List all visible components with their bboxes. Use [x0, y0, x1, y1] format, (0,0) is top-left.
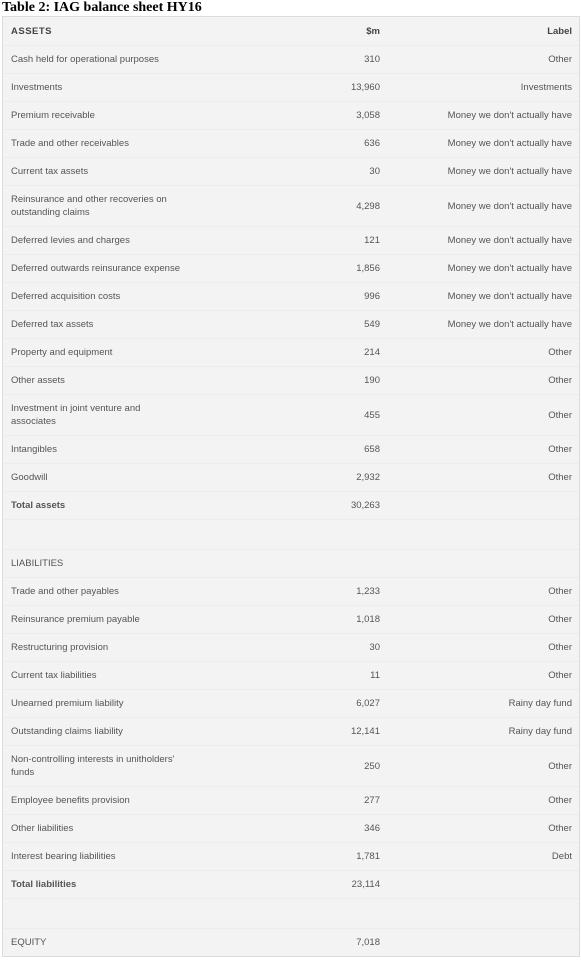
total-liabilities-label: Total liabilities — [11, 879, 77, 890]
table-row — [3, 689, 579, 717]
row-value: 277 — [364, 795, 380, 806]
row-item: Deferred levies and charges — [11, 235, 130, 246]
row-value: 11 — [370, 670, 380, 681]
row-label: Debt — [551, 851, 572, 862]
row-value: 214 — [364, 347, 380, 358]
table-title: Table 2: IAG balance sheet HY16 — [2, 0, 202, 15]
row-label: Money we don't actually have — [447, 166, 572, 177]
row-label: Money we don't actually have — [447, 110, 572, 121]
row-item: Employee benefits provision — [11, 795, 130, 806]
row-label: Other — [548, 614, 572, 625]
row-value: 636 — [364, 138, 380, 149]
spacer-row — [3, 519, 579, 549]
table-row — [3, 394, 579, 435]
row-item: Property and equipment — [11, 347, 113, 358]
liabilities-heading-row — [3, 549, 579, 577]
table-row — [3, 463, 579, 491]
table-row — [3, 310, 579, 338]
row-label: Rainy day fund — [508, 726, 572, 737]
row-label: Rainy day fund — [508, 698, 572, 709]
row-item: Investment in joint venture and associates — [11, 403, 141, 427]
row-label: Money we don't actually have — [447, 138, 572, 149]
table-row — [3, 366, 579, 394]
table-row — [3, 101, 579, 129]
row-value: 658 — [364, 444, 380, 455]
row-item: Non-controlling interests in unitholders' funds — [11, 754, 175, 778]
row-value: 6,027 — [356, 698, 380, 709]
table-row — [3, 633, 579, 661]
row-value: 455 — [364, 409, 380, 421]
total-liabilities-value: 23,114 — [351, 879, 380, 890]
total-assets-label: Total assets — [11, 500, 66, 511]
row-item: Goodwill — [11, 472, 48, 483]
total-liabilities-row — [3, 870, 579, 898]
row-item: Interest bearing liabilities — [11, 851, 116, 862]
row-item: Other liabilities — [11, 823, 74, 834]
table-row — [3, 338, 579, 366]
row-item: Deferred outwards reinsurance expense — [11, 263, 180, 274]
row-value: 1,781 — [356, 851, 380, 862]
row-value: 3,058 — [356, 110, 380, 121]
row-label: Other — [548, 642, 572, 653]
row-item: Unearned premium liability — [11, 698, 124, 709]
row-label: Other — [548, 586, 572, 597]
row-value: 13,960 — [350, 82, 380, 93]
row-value: 1,856 — [356, 263, 380, 274]
assets-section — [3, 45, 579, 519]
row-value: 549 — [364, 319, 380, 330]
row-label: Money we don't actually have — [447, 235, 572, 246]
row-label: Money we don't actually have — [447, 263, 572, 274]
liabilities-section — [3, 549, 579, 898]
total-assets-value: 30,263 — [350, 500, 380, 511]
table-row — [3, 282, 579, 310]
row-item: Intangibles — [11, 444, 57, 455]
row-value: 346 — [364, 823, 380, 834]
table-row — [3, 185, 579, 226]
header-amount: $m — [366, 25, 380, 37]
row-item: Cash held for operational purposes — [11, 54, 159, 65]
row-item: Outstanding claims liability — [11, 726, 123, 737]
table-row — [3, 745, 579, 786]
row-item: Trade and other payables — [11, 586, 119, 597]
row-label: Other — [548, 409, 572, 421]
row-value: 1,233 — [356, 586, 380, 597]
header-label: Label — [547, 25, 572, 37]
row-label: Other — [548, 670, 572, 681]
table-row — [3, 45, 579, 73]
row-label: Other — [548, 472, 572, 483]
row-label: Other — [548, 760, 572, 772]
row-value: 4,298 — [356, 200, 380, 212]
row-value: 12,141 — [350, 726, 380, 737]
row-item: Current tax assets — [11, 166, 89, 177]
balance-sheet-table — [2, 16, 580, 957]
spacer-row — [3, 898, 579, 928]
row-label: Other — [548, 444, 572, 455]
row-item: Trade and other receivables — [11, 138, 129, 149]
row-item: Deferred tax assets — [11, 319, 94, 330]
liabilities-heading: LIABILITIES — [11, 558, 64, 569]
row-value: 310 — [364, 54, 380, 65]
table-row — [3, 129, 579, 157]
table-row — [3, 717, 579, 745]
row-value: 996 — [364, 291, 380, 302]
row-item: Other assets — [11, 375, 65, 386]
table-header-row — [3, 17, 579, 45]
table-row — [3, 605, 579, 633]
table-row — [3, 842, 579, 870]
table-row — [3, 786, 579, 814]
row-item: Reinsurance premium payable — [11, 614, 140, 625]
row-label: Other — [548, 347, 572, 358]
row-label: Investments — [520, 82, 572, 93]
row-value: 30 — [369, 166, 380, 177]
table-row — [3, 254, 579, 282]
row-item: Premium receivable — [11, 110, 95, 121]
row-item: Current tax liabilities — [11, 670, 97, 681]
row-value: 190 — [364, 375, 380, 386]
row-item: Deferred acquisition costs — [11, 291, 121, 302]
row-item: Restructuring provision — [11, 642, 109, 653]
row-label: Money we don't actually have — [447, 200, 572, 212]
row-value: 1,018 — [356, 614, 380, 625]
row-label: Money we don't actually have — [447, 291, 572, 302]
row-label: Money we don't actually have — [447, 319, 572, 330]
row-value: 250 — [364, 760, 380, 772]
equity-label: EQUITY — [11, 937, 47, 948]
row-value: 30 — [369, 642, 380, 653]
row-item: Investments — [11, 82, 63, 93]
equity-row — [3, 928, 579, 956]
header-assets: ASSETS — [11, 25, 53, 37]
row-label: Other — [548, 54, 572, 65]
table-row — [3, 157, 579, 185]
table-row — [3, 577, 579, 605]
table-row — [3, 661, 579, 689]
table-row — [3, 814, 579, 842]
table-row — [3, 226, 579, 254]
row-value: 2,932 — [356, 472, 380, 483]
table-row — [3, 73, 579, 101]
total-assets-row — [3, 491, 579, 519]
row-label: Other — [548, 795, 572, 806]
row-label: Other — [548, 375, 572, 386]
equity-value: 7,018 — [356, 937, 380, 948]
table-row — [3, 435, 579, 463]
row-label: Other — [548, 823, 572, 834]
row-value: 121 — [364, 235, 380, 246]
row-item: Reinsurance and other recoveries on outstanding claims — [11, 194, 167, 218]
